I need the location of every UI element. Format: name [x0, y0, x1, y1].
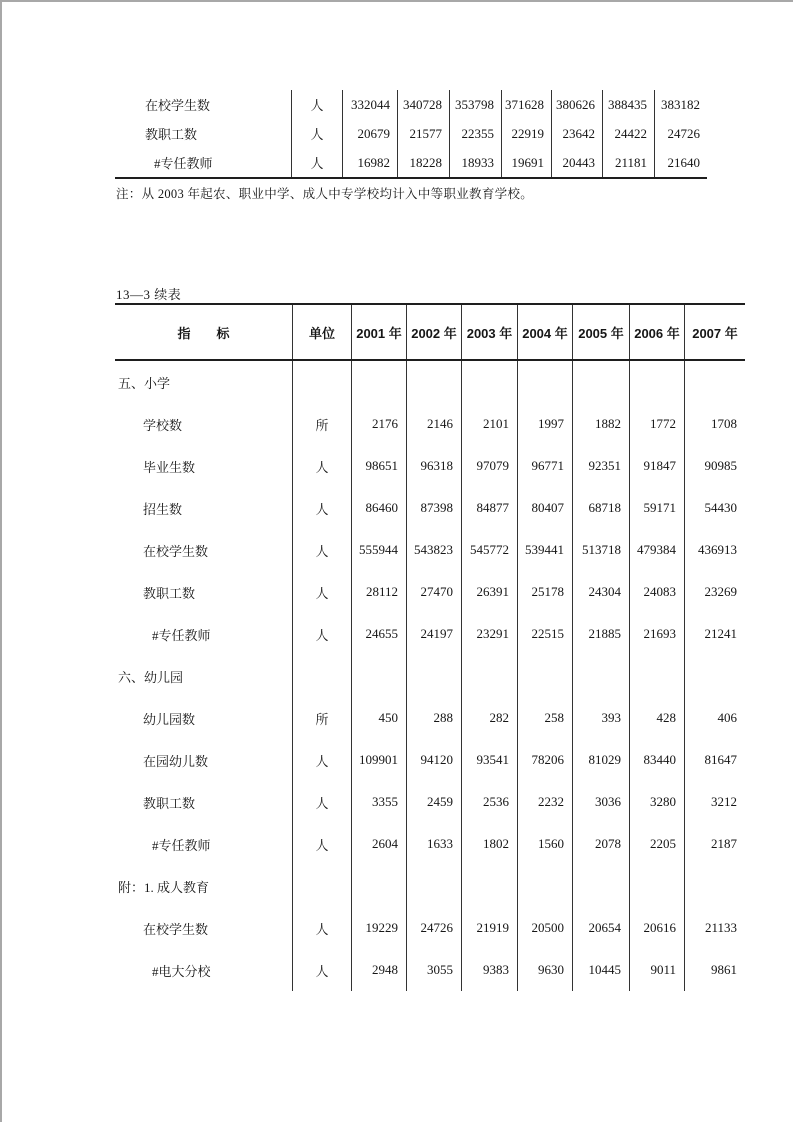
value-cell: 9011	[630, 949, 685, 991]
unit-cell	[293, 655, 352, 697]
table-row	[115, 90, 707, 119]
value-cell: 450	[352, 697, 407, 739]
value-cell: 83440	[630, 739, 685, 781]
value-cell: 28112	[352, 571, 407, 613]
table-footnote: 注：从 2003 年起农、职业中学、成人中专学校均计入中等职业教育学校。	[116, 187, 534, 201]
table-row	[115, 529, 745, 571]
value-cell: 2187	[711, 836, 737, 851]
header-year-cell: 2007 年	[692, 325, 738, 341]
value-cell: 1997	[518, 403, 573, 445]
value-cell: 380626	[552, 90, 603, 119]
value-cell: 59171	[630, 487, 685, 529]
value-cell: 26391	[462, 571, 518, 613]
value-cell: 109901	[352, 739, 407, 781]
table-row	[115, 487, 745, 529]
table-row	[115, 361, 745, 403]
value-cell	[518, 361, 573, 403]
value-cell: 332044	[343, 90, 398, 119]
value-cell: 9861	[711, 962, 737, 977]
value-cell: 91847	[630, 445, 685, 487]
header-year-cell: 2003 年	[462, 305, 518, 359]
value-cell: 479384	[630, 529, 685, 571]
value-cell: 3055	[407, 949, 462, 991]
value-cell	[407, 655, 462, 697]
value-cell: 21885	[573, 613, 630, 655]
value-cell	[407, 865, 462, 907]
value-cell: 9383	[462, 949, 518, 991]
indicator-cell: 在校学生数	[115, 907, 293, 949]
value-cell	[573, 655, 630, 697]
unit-cell: 人	[293, 949, 352, 991]
unit-cell: 人	[293, 781, 352, 823]
value-cell	[630, 655, 685, 697]
table-row	[115, 781, 745, 823]
value-cell	[462, 655, 518, 697]
value-cell: 19691	[502, 148, 552, 177]
value-cell: 2146	[407, 403, 462, 445]
value-cell: 81647	[704, 752, 737, 767]
value-cell: 9630	[518, 949, 573, 991]
value-cell	[407, 361, 462, 403]
value-cell: 2205	[630, 823, 685, 865]
indicator-cell: 在校学生数	[115, 90, 292, 119]
indicator-cell: 教职工数	[115, 119, 292, 148]
value-cell	[630, 361, 685, 403]
unit-cell: 人	[293, 739, 352, 781]
value-cell: 258	[518, 697, 573, 739]
table-row	[115, 403, 745, 445]
table-row	[115, 445, 745, 487]
indicator-cell: #专任教师	[115, 823, 293, 865]
indicator-cell: 学校数	[115, 403, 293, 445]
value-cell	[462, 865, 518, 907]
value-cell: 23291	[462, 613, 518, 655]
indicator-cell: #专任教师	[115, 148, 292, 177]
value-cell: 406	[717, 710, 737, 725]
indicator-cell: 教职工数	[115, 781, 293, 823]
value-cell: 388435	[603, 90, 655, 119]
indicator-cell: 毕业生数	[115, 445, 293, 487]
value-cell: 18228	[398, 148, 450, 177]
indicator-cell: 教职工数	[115, 571, 293, 613]
table-row	[115, 655, 745, 697]
value-cell: 81029	[573, 739, 630, 781]
indicator-cell: 五、小学	[115, 361, 293, 403]
value-cell: 24422	[603, 119, 655, 148]
value-cell: 513718	[573, 529, 630, 571]
value-cell: 2948	[352, 949, 407, 991]
value-cell	[462, 361, 518, 403]
value-cell	[685, 361, 745, 403]
value-cell: 96318	[407, 445, 462, 487]
indicator-cell: #专任教师	[115, 613, 293, 655]
value-cell: 97079	[462, 445, 518, 487]
value-cell: 21133	[704, 920, 737, 935]
value-cell: 22355	[450, 119, 502, 148]
value-cell: 86460	[352, 487, 407, 529]
main-table-header	[115, 305, 745, 361]
value-cell: 24726	[667, 125, 700, 141]
value-cell: 27470	[407, 571, 462, 613]
unit-cell: 人	[293, 613, 352, 655]
value-cell: 90985	[704, 458, 737, 473]
value-cell: 3036	[573, 781, 630, 823]
value-cell: 87398	[407, 487, 462, 529]
value-cell: 1560	[518, 823, 573, 865]
table-row	[115, 697, 745, 739]
value-cell: 92351	[573, 445, 630, 487]
table-row	[115, 907, 745, 949]
value-cell: 20616	[630, 907, 685, 949]
value-cell: 98651	[352, 445, 407, 487]
value-cell	[573, 361, 630, 403]
value-cell: 94120	[407, 739, 462, 781]
table-row	[115, 949, 745, 991]
table-row	[115, 823, 745, 865]
header-year-cell: 2006 年	[630, 305, 685, 359]
value-cell: 1633	[407, 823, 462, 865]
value-cell: 20654	[573, 907, 630, 949]
value-cell: 96771	[518, 445, 573, 487]
value-cell	[685, 655, 745, 697]
value-cell: 24197	[407, 613, 462, 655]
value-cell: 2536	[462, 781, 518, 823]
value-cell	[352, 361, 407, 403]
unit-cell: 所	[293, 403, 352, 445]
indicator-cell: 幼儿园数	[115, 697, 293, 739]
value-cell	[685, 865, 745, 907]
table-row	[115, 148, 707, 177]
value-cell: 2604	[352, 823, 407, 865]
value-cell: 22515	[518, 613, 573, 655]
value-cell: 2101	[462, 403, 518, 445]
value-cell	[630, 865, 685, 907]
value-cell: 21919	[462, 907, 518, 949]
unit-cell: 人	[293, 445, 352, 487]
value-cell	[518, 655, 573, 697]
value-cell: 20500	[518, 907, 573, 949]
page-edge-left	[0, 0, 2, 1122]
value-cell: 21577	[398, 119, 450, 148]
value-cell: 24083	[630, 571, 685, 613]
value-cell: 393	[573, 697, 630, 739]
header-year-cell: 2002 年	[407, 305, 462, 359]
value-cell: 371628	[502, 90, 552, 119]
value-cell: 80407	[518, 487, 573, 529]
unit-cell	[293, 361, 352, 403]
value-cell: 22919	[502, 119, 552, 148]
unit-cell: 人	[293, 487, 352, 529]
value-cell: 383182	[661, 96, 700, 112]
value-cell: 23642	[552, 119, 603, 148]
table-row	[115, 571, 745, 613]
table-row	[115, 613, 745, 655]
unit-cell: 人	[292, 90, 343, 119]
unit-cell: 人	[293, 571, 352, 613]
unit-cell: 人	[292, 119, 343, 148]
value-cell: 555944	[352, 529, 407, 571]
indicator-cell: 六、幼儿园	[115, 655, 293, 697]
value-cell: 18933	[450, 148, 502, 177]
unit-cell: 人	[292, 148, 343, 177]
continuation-table	[115, 90, 707, 179]
page-edge-top	[0, 0, 793, 2]
value-cell	[518, 865, 573, 907]
indicator-cell: 附：1. 成人教育	[115, 865, 293, 907]
value-cell: 2459	[407, 781, 462, 823]
value-cell: 353798	[450, 90, 502, 119]
header-indicator-cell: 指 标	[115, 305, 293, 359]
value-cell: 543823	[407, 529, 462, 571]
indicator-cell: 在园幼儿数	[115, 739, 293, 781]
value-cell: 24304	[573, 571, 630, 613]
value-cell: 10445	[573, 949, 630, 991]
indicator-cell: #电大分校	[115, 949, 293, 991]
value-cell: 84877	[462, 487, 518, 529]
value-cell: 3280	[630, 781, 685, 823]
unit-cell	[293, 865, 352, 907]
value-cell: 23269	[704, 584, 737, 599]
value-cell: 25178	[518, 571, 573, 613]
value-cell: 282	[462, 697, 518, 739]
value-cell: 24655	[352, 613, 407, 655]
value-cell: 21181	[603, 148, 655, 177]
value-cell: 3212	[711, 794, 737, 809]
value-cell: 21640	[667, 154, 700, 170]
header-year-cell: 2004 年	[518, 305, 573, 359]
unit-cell: 人	[293, 529, 352, 571]
value-cell: 20443	[552, 148, 603, 177]
unit-cell: 人	[293, 907, 352, 949]
table-row	[115, 865, 745, 907]
unit-cell: 所	[293, 697, 352, 739]
indicator-cell: 招生数	[115, 487, 293, 529]
value-cell: 1772	[630, 403, 685, 445]
table-row	[115, 119, 707, 148]
value-cell: 288	[407, 697, 462, 739]
value-cell: 16982	[343, 148, 398, 177]
value-cell: 21693	[630, 613, 685, 655]
header-year-cell: 2001 年	[352, 305, 407, 359]
value-cell: 1802	[462, 823, 518, 865]
value-cell: 78206	[518, 739, 573, 781]
value-cell: 20679	[343, 119, 398, 148]
value-cell: 436913	[698, 542, 737, 557]
value-cell: 54430	[704, 500, 737, 515]
value-cell: 2078	[573, 823, 630, 865]
value-cell: 68718	[573, 487, 630, 529]
value-cell: 1708	[711, 416, 737, 431]
value-cell: 428	[630, 697, 685, 739]
value-cell: 21241	[704, 626, 737, 641]
value-cell: 3355	[352, 781, 407, 823]
value-cell	[352, 865, 407, 907]
value-cell: 2232	[518, 781, 573, 823]
header-year-cell: 2005 年	[573, 305, 630, 359]
value-cell: 93541	[462, 739, 518, 781]
value-cell	[352, 655, 407, 697]
value-cell: 19229	[352, 907, 407, 949]
value-cell	[573, 865, 630, 907]
value-cell: 340728	[398, 90, 450, 119]
value-cell: 24726	[407, 907, 462, 949]
unit-cell: 人	[293, 823, 352, 865]
value-cell: 2176	[352, 403, 407, 445]
table-row	[115, 739, 745, 781]
main-table	[115, 303, 745, 991]
main-table-body	[115, 361, 745, 991]
header-unit-cell: 单位	[293, 305, 352, 359]
value-cell: 545772	[462, 529, 518, 571]
table-caption: 13—3 续表	[116, 287, 182, 302]
indicator-cell: 在校学生数	[115, 529, 293, 571]
value-cell: 1882	[573, 403, 630, 445]
value-cell: 539441	[518, 529, 573, 571]
